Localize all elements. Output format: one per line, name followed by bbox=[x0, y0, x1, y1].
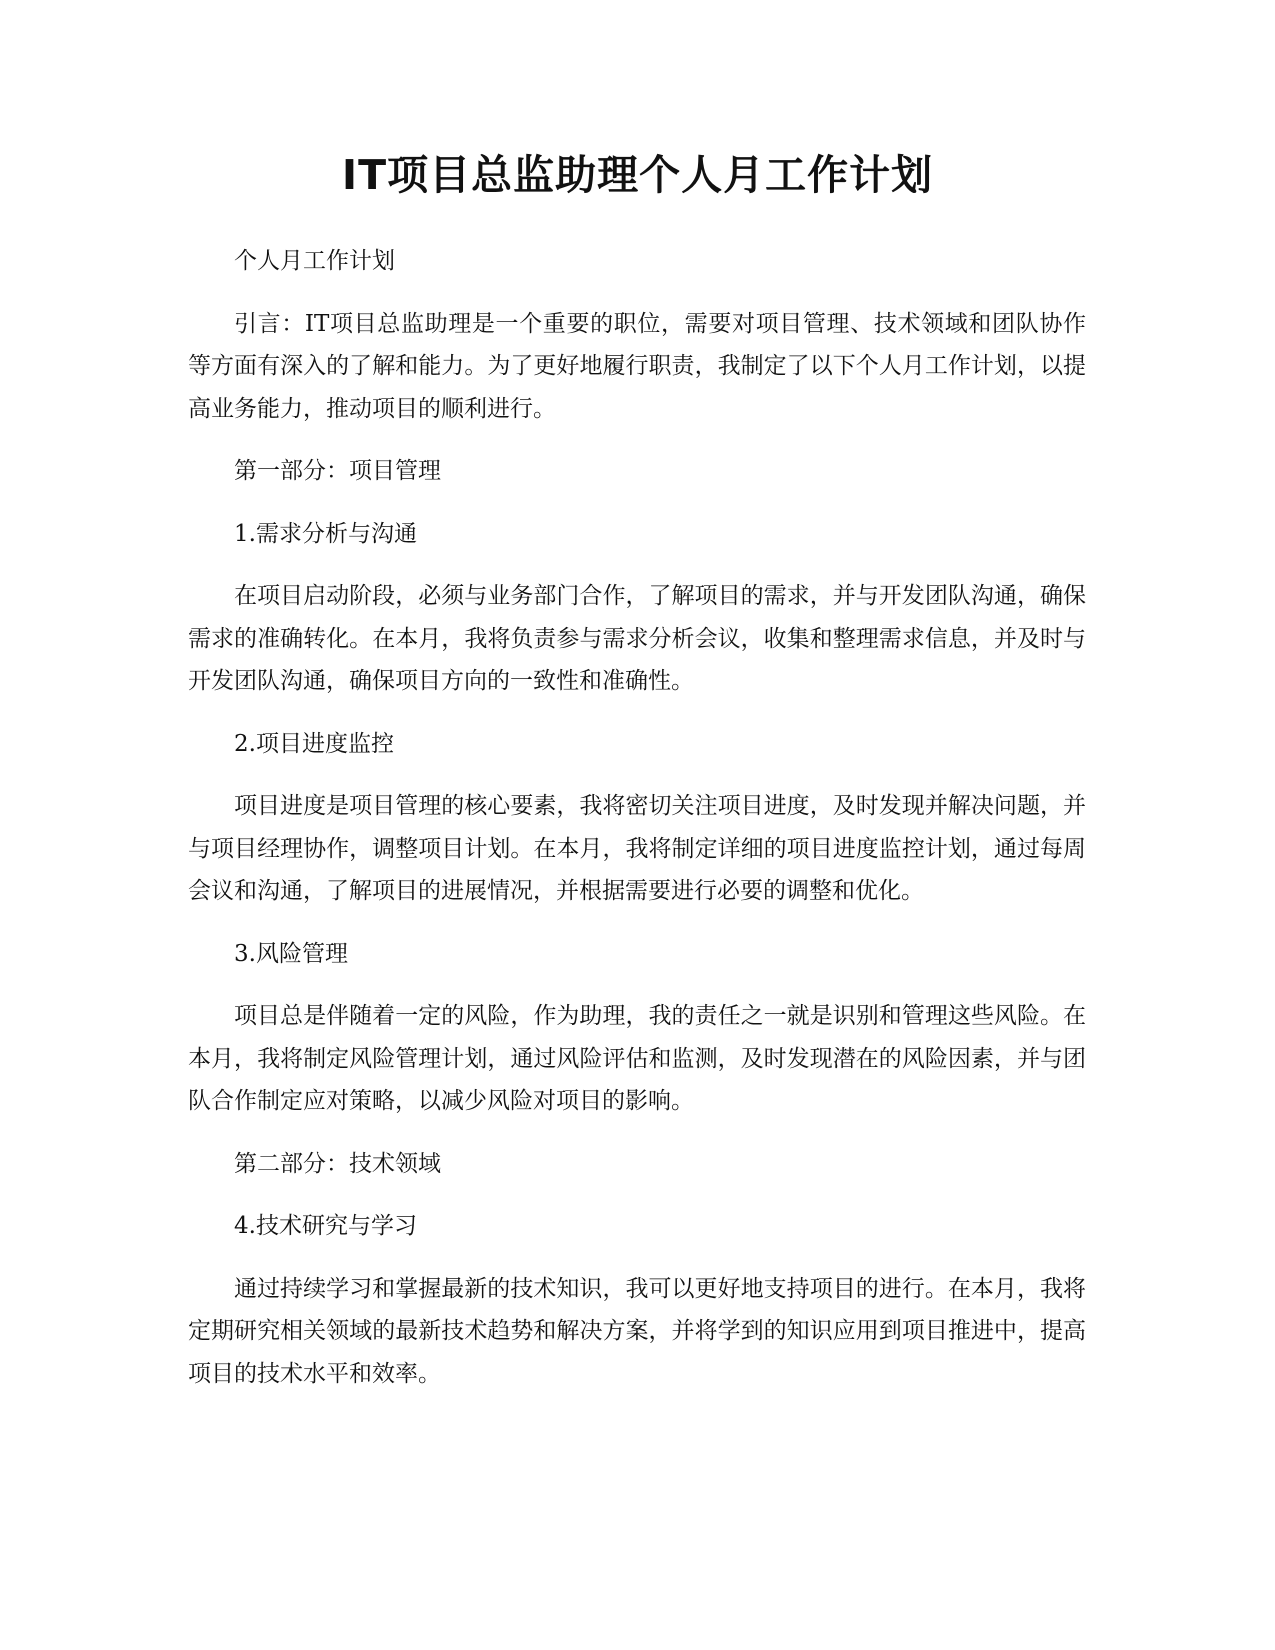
paragraph-item-1: 在项目启动阶段，必须与业务部门合作，了解项目的需求，并与开发团队沟通，确保需求的准确转化。在本月，我将负责参与需求分析会议，收集和整理需求信息，并及时与开发团队沟通，确保项目方向的一致性和准确性。 bbox=[188, 583, 1086, 694]
section-heading-part-one: 第一部分：项目管理 bbox=[234, 458, 441, 484]
paragraph-item-3: 项目总是伴随着一定的风险，作为助理，我的责任之一就是识别和管理这些风险。在本月，我将制定风险管理计划，通过风险评估和监测，及时发现潜在的风险因素，并与团队合作制定应对策略，以减少风险对项目的影响。 bbox=[188, 1003, 1086, 1114]
document-body bbox=[188, 240, 1086, 1415]
item-heading-2: 2.项目进度监控 bbox=[234, 730, 394, 757]
paragraph-intro: 引言：IT项目总监助理是一个重要的职位，需要对项目管理、技术领域和团队协作等方面有深入的了解和能力。为了更好地履行职责，我制定了以下个人月工作计划，以提高业务能力，推动项目的顺利进行。 bbox=[188, 310, 1086, 422]
paragraph-item-2: 项目进度是项目管理的核心要素，我将密切关注项目进度，及时发现并解决问题，并与项目经理协作，调整项目计划。在本月，我将制定详细的项目进度监控计划，通过每周会议和沟通，了解项目的进展情况，并根据需要进行必要的调整和优化。 bbox=[188, 793, 1086, 904]
item-heading-3: 3.风险管理 bbox=[234, 940, 348, 967]
section-heading-part-two: 第二部分：技术领域 bbox=[234, 1150, 441, 1177]
document-title: IT项目总监助理个人月工作计划 bbox=[341, 151, 934, 199]
paragraph-item-4: 通过持续学习和掌握最新的技术知识，我可以更好地支持项目的进行。在本月，我将定期研究相关领域的最新技术趋势和解决方案，并将学到的知识应用到项目推进中，提高项目的技术水平和效率。 bbox=[188, 1275, 1086, 1387]
item-heading-1: 1.需求分析与沟通 bbox=[234, 520, 417, 547]
item-heading-4: 4.技术研究与学习 bbox=[234, 1213, 417, 1239]
paragraph-subtitle: 个人月工作计划 bbox=[234, 248, 395, 274]
